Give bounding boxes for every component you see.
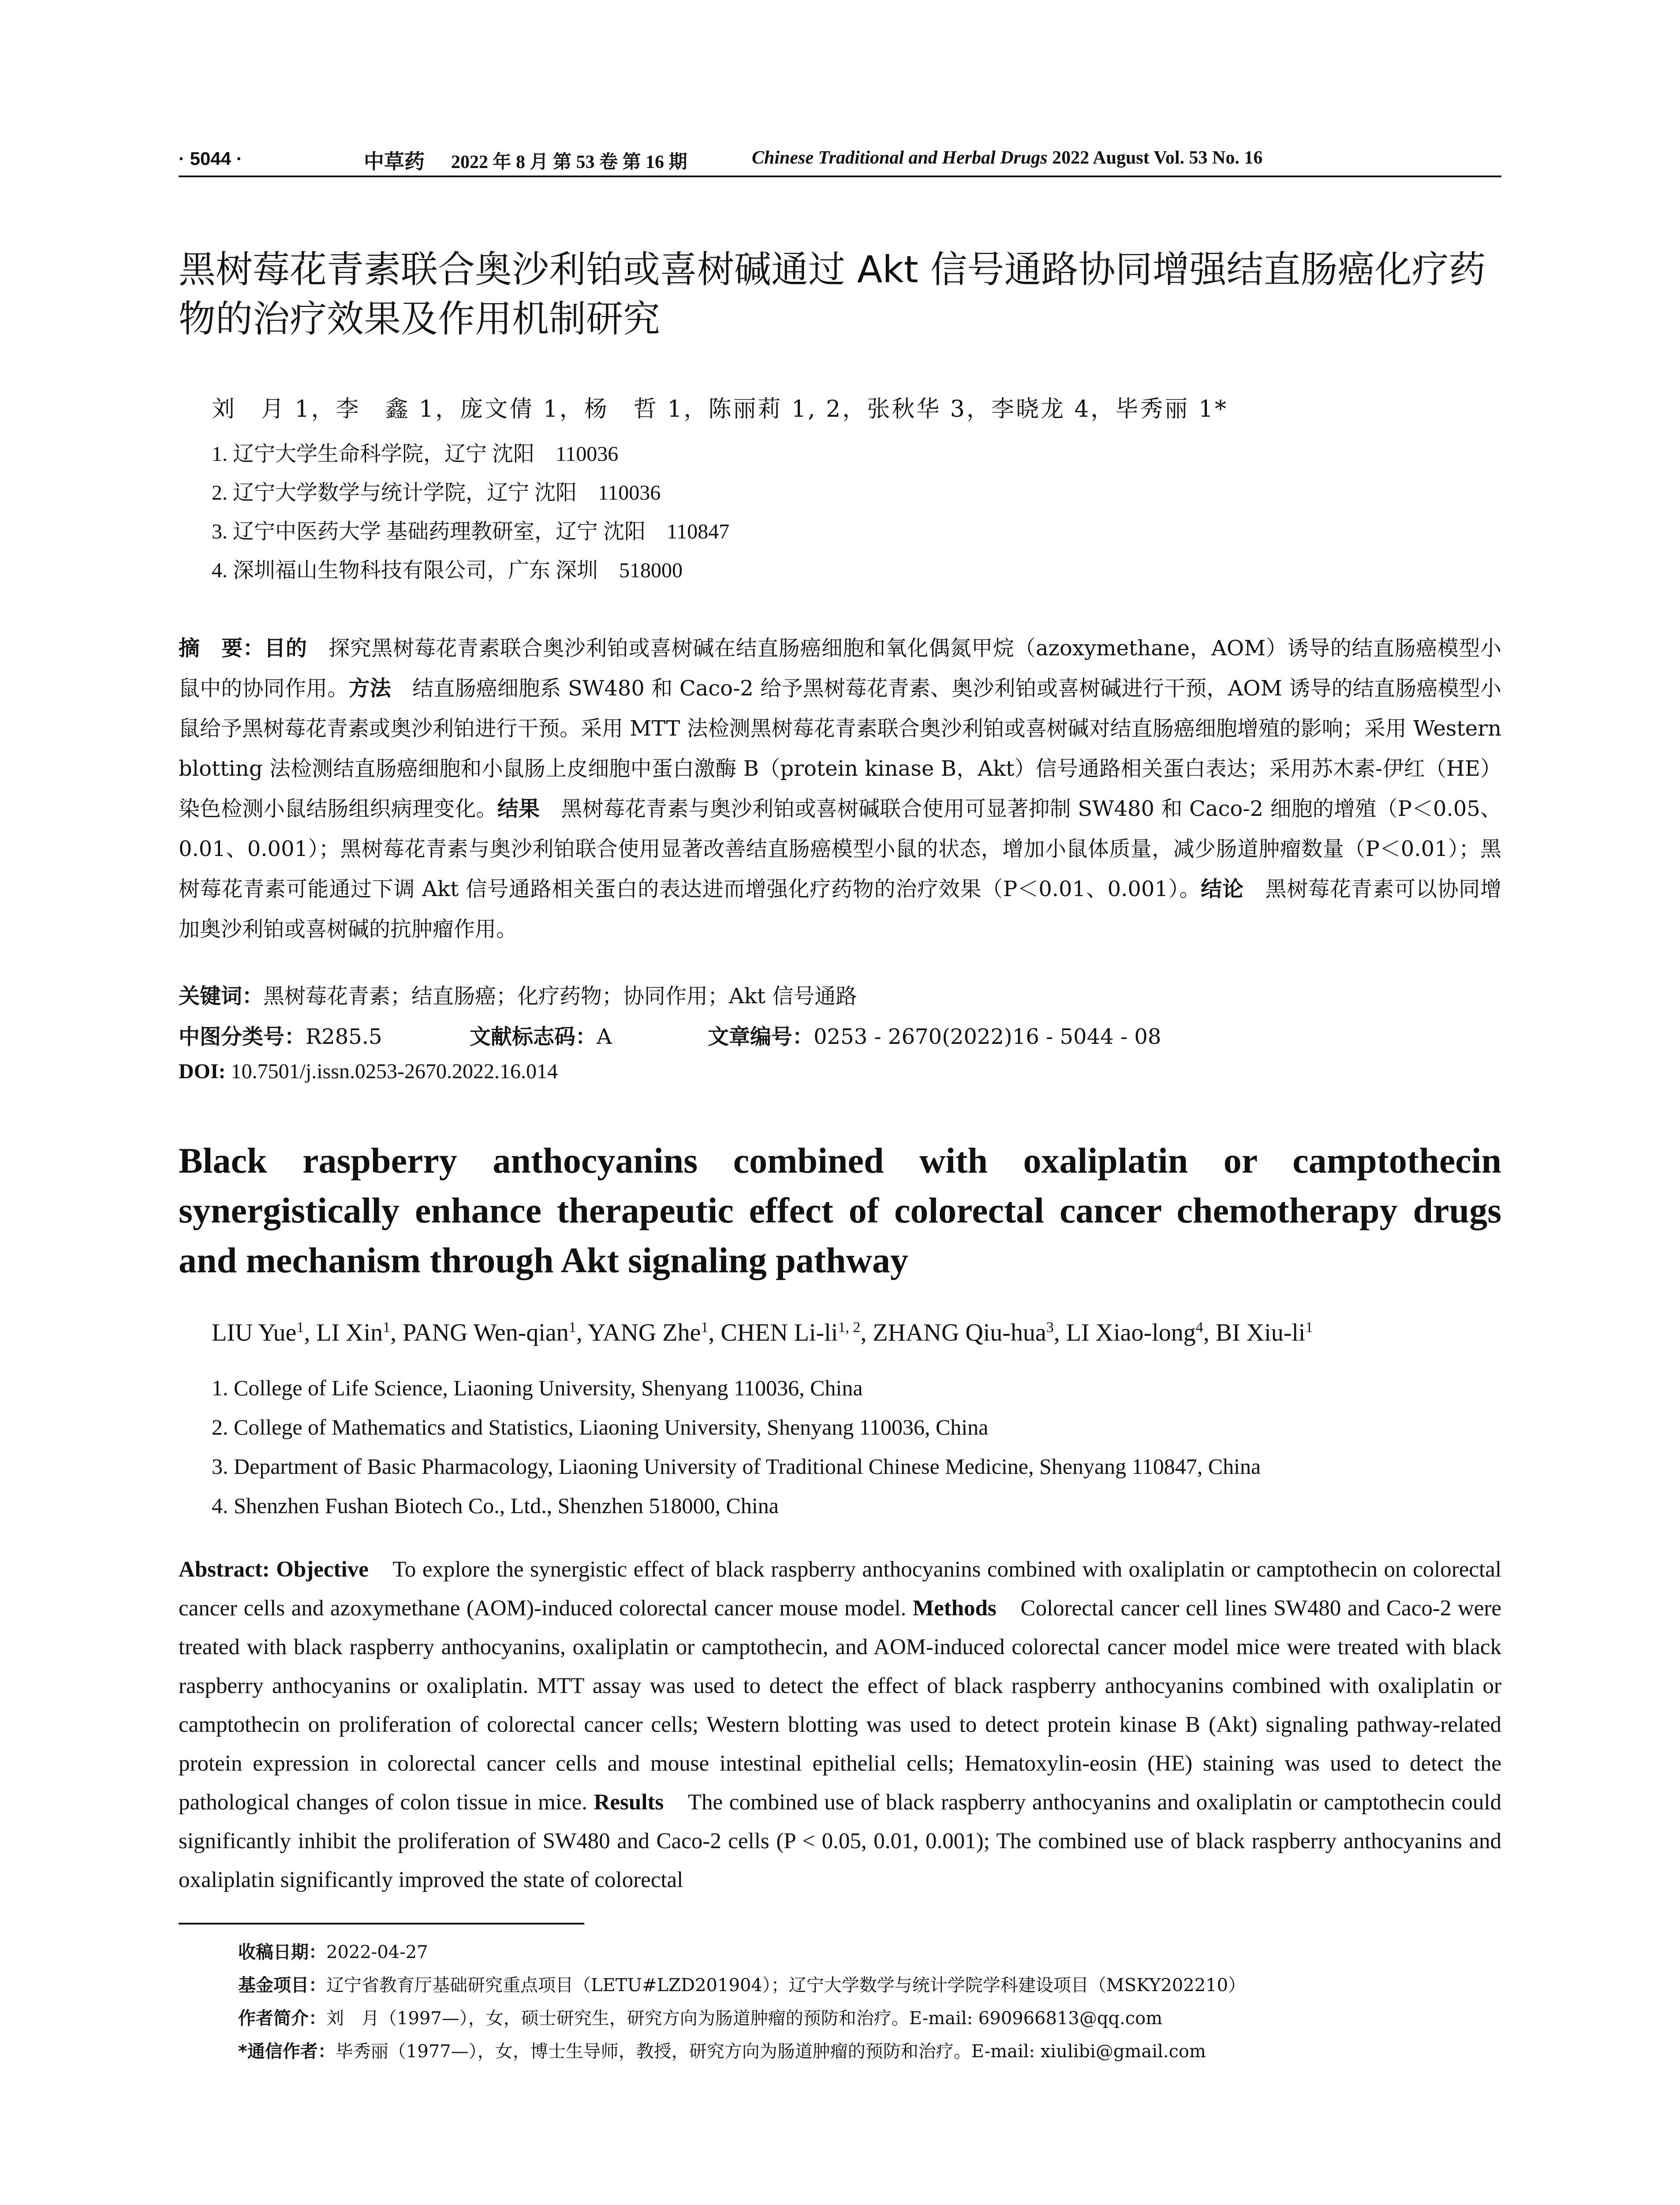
footnote-text: 辽宁省教育厅基础研究重点项目（LETU#LZD201904）；辽宁大学数学与统计学院学科建设项目（MSKY202210） — [326, 1975, 1246, 1996]
keywords-value: 黑树莓花青素；结直肠癌；化疗药物；协同作用；Akt 信号通路 — [263, 984, 857, 1009]
affiliation-cn-2: 2. 辽宁大学数学与统计学院，辽宁 沈阳 110036 — [212, 481, 661, 505]
running-header — [179, 140, 1501, 176]
issue-date-cn: 2022 年 8 月 第 53 卷 第 16 期 — [451, 152, 687, 172]
classification-line — [179, 1020, 1501, 1050]
results-cn: 黑树莓花青素与奥沙利铂或喜树碱联合使用可显著抑制 SW480 和 Caco-2 细胞的增殖（P＜0.05、0.01、0.001）；黑树莓花青素与奥沙利铂联合使用显著改善结直肠癌模型小鼠的状态，增加小鼠体质量，减少肠道肿瘤数量（P＜0.01）；黑树莓花青素可能通过下调 Akt 信号通路相关蛋白的表达进而增强化疗药物的治疗效果（P＜0.01、0.001）。 — [179, 796, 1501, 901]
methods-en-label: Methods — [912, 1596, 997, 1621]
conclusion-cn-label: 结论 — [1201, 877, 1244, 901]
title-cn: 黑树莓花青素联合奥沙利铂或喜树碱通过 Akt 信号通路协同增强结直肠癌化疗药物的治疗效果及作用机制研究 — [179, 248, 1486, 340]
footnote-author-bio — [238, 2004, 1162, 2029]
header-rule — [179, 176, 1501, 177]
footnote-corresponding — [238, 2037, 1206, 2063]
abstract-cn-label: 摘 要： — [179, 636, 265, 661]
objective-cn: 探究黑树莓花青素联合奥沙利铂或喜树碱在结直肠癌细胞和氧化偶氮甲烷（azoxymethane，AOM）诱导的结直肠癌模型小鼠中的协同作用。 — [179, 636, 1501, 701]
footnote-label: 基金项目： — [238, 1975, 326, 1996]
doi-label: DOI: — [179, 1060, 231, 1083]
authors-cn: 刘 月 1，李 鑫 1，庞文倩 1，杨 哲 1，陈丽莉 1, 2，张秋华 3，李晓龙 4，毕秀丽 1* — [212, 396, 1228, 422]
footnote-text: 毕秀丽（1977—），女，博士生导师，教授，研究方向为肠道肿瘤的预防和治疗。E-mail: xiulibi@gmail.com — [335, 2041, 1206, 2062]
clc-label: 中图分类号： — [179, 1024, 306, 1049]
objective-cn-label: 目的 — [264, 636, 307, 661]
doi-value: 10.7501/j.issn.0253-2670.2022.16.014 — [231, 1060, 558, 1083]
footnote-rule — [179, 1923, 584, 1925]
footnote-label: 作者简介： — [238, 2008, 326, 2029]
abstract-cn — [179, 628, 1501, 949]
affiliation-cn-4: 4. 深圳福山生物科技有限公司，广东 深圳 518000 — [212, 559, 683, 582]
methods-cn-label: 方法 — [348, 676, 391, 701]
results-en-label: Results — [594, 1790, 664, 1815]
clc-value: R285.5 — [306, 1024, 382, 1049]
author-en: CHEN Li-li$^{1, 2}$ — [721, 1319, 861, 1346]
author-en: LIU Yue$^1$ — [212, 1319, 304, 1346]
abstract-en — [179, 1550, 1501, 1899]
abstract-en-label: Abstract: Objective — [179, 1557, 369, 1582]
footnote-funding — [238, 1971, 1246, 1996]
footnote-received — [238, 1938, 428, 1963]
doc-code-label: 文献标志码： — [470, 1024, 597, 1049]
affiliation-en-4: 4. Shenzhen Fushan Biotech Co., Ltd., Shenzhen 518000, China — [212, 1493, 779, 1518]
results-en: The combined use of black raspberry anthocyanins and oxaliplatin or camptothecin could significantly inhibit the proliferation of SW480 and Caco-2 cells (P < 0.05, 0.01, 0.001); The combined use of black raspberry anthocyanins and oxaliplatin significantly improved the state of colorectal — [179, 1790, 1501, 1892]
author-en: ZHANG Qiu-hua$^3$ — [873, 1319, 1054, 1346]
article-number-label: 文章编号： — [708, 1024, 814, 1049]
author-en: BI Xiu-$li^1$ — [1215, 1319, 1313, 1346]
author-en: LI Xin$^1$ — [316, 1319, 391, 1346]
conclusion-cn: 黑树莓花青素可以协同增加奥沙利铂或喜树碱的抗肿瘤作用。 — [179, 877, 1501, 942]
page-number: · 5044 · — [179, 148, 243, 169]
affiliation-en-2: 2. College of Mathematics and Statistics, Liaoning University, Shenyang 110036, China — [212, 1415, 989, 1439]
author-en: PANG Wen-qian$^1$ — [403, 1319, 576, 1346]
methods-cn: 结直肠癌细胞系 SW480 和 Caco-2 给予黑树莓花青素、奥沙利铂或喜树碱进行干预，AOM 诱导的结直肠癌模型小鼠给予黑树莓花青素或奥沙利铂进行干预。采用 MTT 法检测黑树莓花青素联合奥沙利铂或喜树碱对结直肠癌细胞增殖的影响；采用 Western blotting 法检测结直肠癌细胞和小鼠肠上皮细胞中蛋白激酶 B（protein kinase B，Akt）信号通路相关蛋白表达；采用苏木素-伊红（HE）染色检测小鼠结肠组织病理变化。 — [179, 676, 1501, 821]
doc-code — [470, 1020, 612, 1050]
journal-name-en: Chinese Traditional and Herbal Drugs — [752, 148, 1048, 168]
issue-date-en: 2022 August Vol. 53 No. 16 — [1047, 148, 1263, 168]
methods-en: Colorectal cancer cell lines SW480 and Caco-2 were treated with black raspberry anthocyanins, oxaliplatin or camptothecin, and AOM-induced colorectal cancer model mice were treated with black raspberry anthocyanins or oxaliplatin. MTT assay was used to detect the effect of black raspberry anthocyanins combined with oxaliplatin or camptothecin on proliferation of colorectal cancer cells; Western blotting was used to detect protein kinase B (Akt) signaling pathway-related protein expression in colorectal cancer cells and mouse intestinal epithelial cells; Hematoxylin-eosin (HE) staining was used to detect the pathological changes of colon tissue in mice. — [179, 1596, 1501, 1815]
keywords-label: 关键词： — [179, 984, 264, 1009]
journal-name-cn: 中草药 — [364, 150, 425, 173]
footnote-label: *通信作者： — [238, 2041, 336, 2062]
affiliation-cn-3: 3. 辽宁中医药大学 基础药理教研室，辽宁 沈阳 110847 — [212, 520, 730, 543]
objective-en: To explore the synergistic effect of black raspberry anthocyanins combined with oxaliplatin or camptothecin on colorectal cancer cells and azoxymethane (AOM)-induced colorectal cancer mouse model. — [179, 1557, 1502, 1621]
author-en: LI Xiao-long$^4$ — [1066, 1319, 1203, 1346]
affiliation-cn-1: 1. 辽宁大学生命科学院，辽宁 沈阳 110036 — [212, 442, 619, 466]
article-number-value: 0253 - 2670(2022)16 - 5044 - 08 — [814, 1024, 1161, 1049]
keywords — [179, 979, 857, 1009]
doc-code-value: A — [597, 1024, 612, 1049]
footnote-text: 刘 月（1997—），女，硕士研究生，研究方向为肠道肿瘤的预防和治疗。E-mail: 690966813@qq.com — [326, 2008, 1163, 2029]
author-en: YANG Zhe$^1$ — [587, 1319, 709, 1346]
authors-en: LIU Yue$^1$, LI Xin$^1$, PANG Wen-qian$^1$, YANG Zhe$^1$, CHEN Li-li$^{1, 2}$, ZHANG Qiu-hua$^3$, LI Xiao-long$^4$, BI Xiu-$li^1$ — [212, 1319, 1313, 1346]
footnote-text: 2022-04-27 — [326, 1942, 428, 1962]
doi — [179, 1059, 558, 1084]
title-en: Black raspberry anthocyanins combined with oxaliplatin or camptothecin synergistically enhance therapeutic effect of colorectal cancer chemotherapy drugs and mechanism through Akt signaling pathway — [179, 1140, 1501, 1280]
footnote-label: 收稿日期： — [238, 1942, 326, 1962]
article-number — [708, 1020, 1161, 1050]
affiliation-en-3: 3. Department of Basic Pharmacology, Liaoning University of Traditional Chinese Medicine, Shenyang 110847, China — [212, 1454, 1261, 1479]
affiliation-en-1: 1. College of Life Science, Liaoning University, Shenyang 110036, China — [212, 1375, 863, 1400]
journal-info-en — [752, 147, 1262, 168]
results-cn-label: 结果 — [497, 796, 540, 821]
